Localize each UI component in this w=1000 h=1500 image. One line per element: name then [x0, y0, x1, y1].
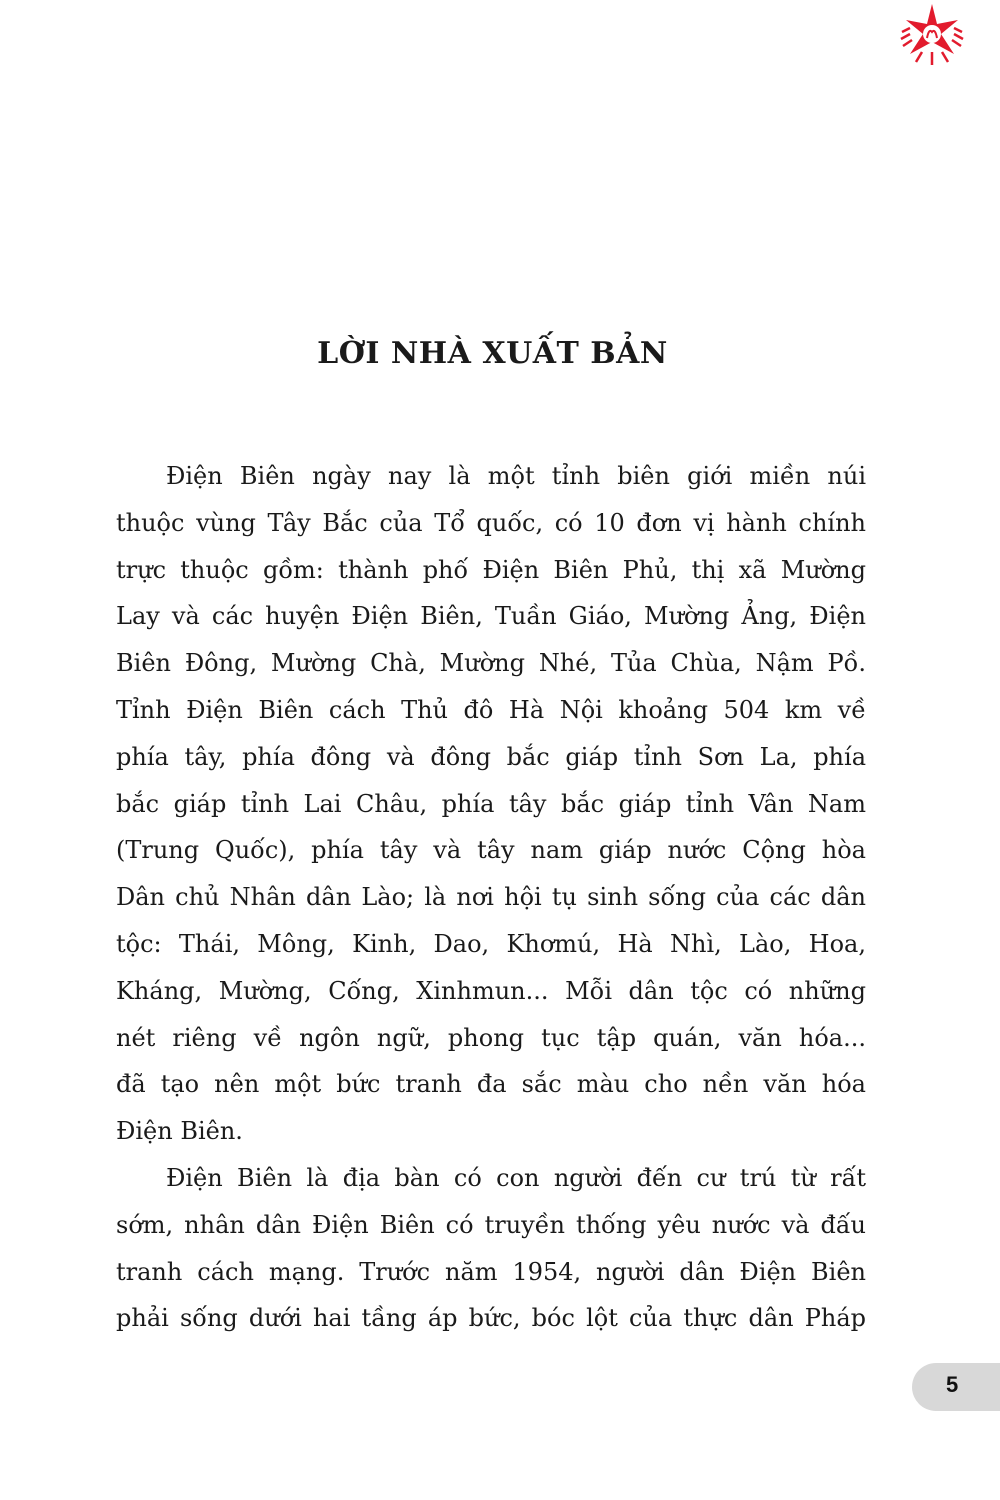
text-line: (Trung Quốc), phía tây và tây nam giáp nước Cộng hòa	[116, 836, 866, 865]
text-line: Dân chủ Nhân dân Lào; là nơi hội tụ sinh sống của các dân	[116, 883, 866, 912]
text-line: đã tạo nên một bức tranh đa sắc màu cho nền văn hóa	[116, 1070, 866, 1099]
text-line: Biên Đông, Mường Chà, Mường Nhé, Tủa Chùa, Nậm Pồ.	[116, 649, 866, 678]
text-line: thuộc vùng Tây Bắc của Tổ quốc, có 10 đơn vị hành chính	[116, 508, 866, 537]
text-line: trực thuộc gồm: thành phố Điện Biên Phủ, thị xã Mường	[116, 555, 866, 584]
text-line: tộc: Thái, Mông, Kinh, Dao, Khơmú, Hà Nhì, Lào, Hoa,	[116, 929, 866, 958]
text-line: Kháng, Mường, Cống, Xinhmun... Mỗi dân tộc có những	[116, 976, 866, 1005]
text-line: phía tây, phía đông và đông bắc giáp tỉnh Sơn La, phía	[116, 742, 866, 771]
text-line: Lay và các huyện Điện Biên, Tuần Giáo, Mường Ảng, Điện	[116, 602, 866, 631]
text-line: phải sống dưới hai tầng áp bức, bóc lột của thực dân Pháp	[116, 1304, 866, 1333]
text-line: nét riêng về ngôn ngữ, phong tục tập quán, văn hóa...	[116, 1023, 866, 1052]
body-text	[116, 453, 866, 1342]
text-line: Điện Biên ngày nay là một tỉnh biên giới miền núi	[166, 462, 866, 490]
text-line: Tỉnh Điện Biên cách Thủ đô Hà Nội khoảng 504 km về	[116, 695, 866, 724]
text-line: bắc giáp tỉnh Lai Châu, phía tây bắc giáp tỉnh Vân Nam	[116, 789, 866, 818]
paragraph-2	[116, 1155, 866, 1342]
text-line: tranh cách mạng. Trước năm 1954, người dân Điện Biên	[116, 1257, 866, 1286]
paragraph-1	[116, 453, 866, 1155]
text-line: Điện Biên.	[116, 1117, 243, 1146]
star-logo-icon	[896, 2, 968, 68]
page-number: 5	[946, 1372, 959, 1397]
page-title: LỜI NHÀ XUẤT BẢN	[317, 336, 668, 371]
text-line: sớm, nhân dân Điện Biên có truyền thống yêu nước và đấu	[116, 1210, 866, 1239]
text-line: Điện Biên là địa bàn có con người đến cư trú từ rất	[166, 1163, 866, 1192]
